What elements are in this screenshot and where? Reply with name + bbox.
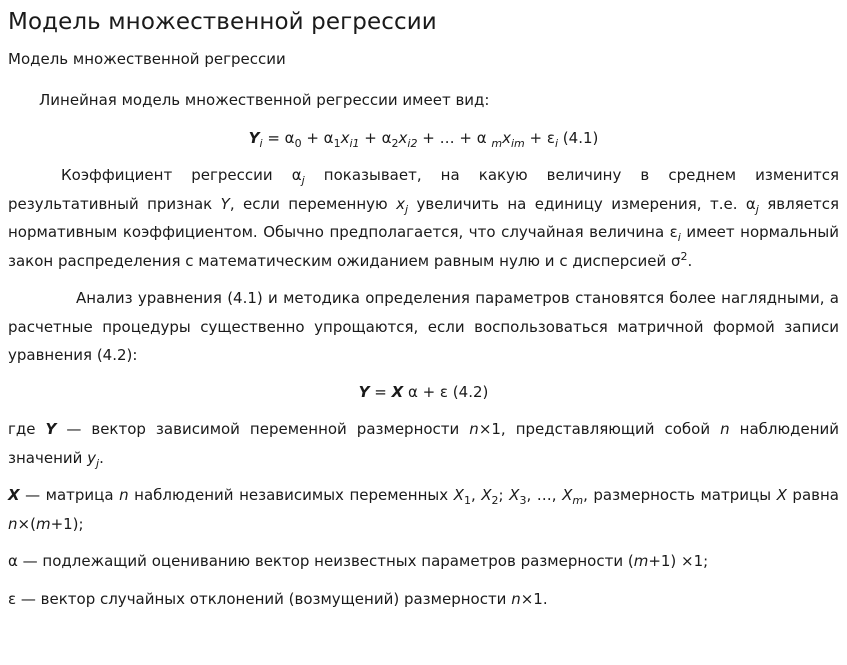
- definition-alpha: α — подлежащий оцениванию вектор неизвестных параметров размерности (m+1) ×1;: [8, 552, 709, 570]
- coefficient-paragraph: Коэффициент регрессии $\alpha_j$ показывает, на какую величину в среднем изменится результативный признак Y, если переменную $x_j$ увеличить на единицу измерения, т.е. $\alpha_j$ является нормативным коэффициентом. Обычно предполагается, что случайная величина $\varepsilon_i$ имеет нормальный закон распределения с математическим ожиданием равным нулю и с дисперсией $\sigma^2$.: [8, 166, 840, 270]
- matrix-form-paragraph: Анализ уравнения (4.1) и методика определения параметров становятся более наглядными, а расчетные процедуры существенно упрощаются, если воспользоваться матричной формой записи уравнения (4.2):: [8, 289, 839, 364]
- definition-epsilon: ε — вектор случайных отклонений (возмущений) размерности n×1.: [8, 589, 548, 608]
- definition-y: где Y — вектор зависимой переменной размерности n×1, представляющий собой n наблюдений значений $y_j$.: [8, 420, 840, 470]
- page-title: Модель множественной регрессии: [8, 9, 437, 35]
- formula-4-1: $Y_i = \alpha_0 + \alpha_1x_{i1} + \alpha_2x_{i2}$ + … + α $_mx_{im} + \varepsilon_i$ (4.1): [248, 128, 599, 150]
- formula-4-2: Y = X α + ε (4.2): [358, 382, 489, 401]
- intro-text: Линейная модель множественной регрессии имеет вид:: [39, 91, 490, 109]
- section-subtitle: Модель множественной регрессии: [8, 50, 286, 68]
- definition-x: X — матрица n наблюдений независимых переменных $X_1$, $X_2$; $X_3$, …, $X_m$, размерность матрицы X равна n×(m+1);: [8, 486, 839, 533]
